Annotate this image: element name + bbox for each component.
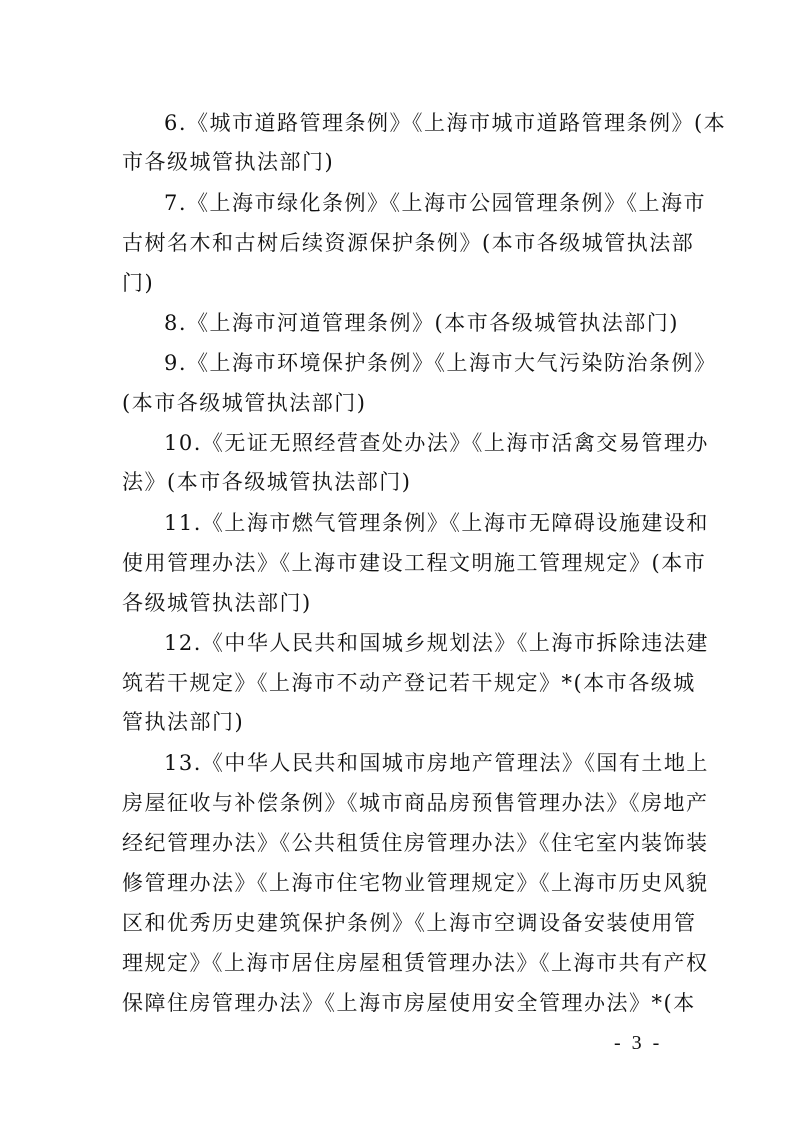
- text-line-7: 9.《上海市环境保护条例》《上海市大气污染防治条例》: [164, 351, 717, 375]
- text-line-19: 经纪管理办法》《公共租赁住房管理办法》《住宅室内装饰装: [122, 831, 709, 855]
- text-line-16: 管执法部门): [122, 710, 245, 734]
- text-line-11: 11.《上海市燃气管理条例》《上海市无障碍设施建设和: [164, 511, 709, 535]
- text-line-20: 修管理办法》《上海市住宅物业管理规定》《上海市历史风貌: [122, 871, 709, 895]
- text-line-21: 区和优秀历史建筑保护条例》《上海市空调设备安装使用管: [122, 911, 697, 935]
- text-line-1: 6.《城市道路管理条例》《上海市城市道路管理条例》(本: [164, 111, 727, 135]
- text-line-23: 保障住房管理办法》《上海市房屋使用安全管理办法》*(本: [122, 991, 696, 1015]
- text-line-9: 10.《无证无照经营查处办法》《上海市活禽交易管理办: [164, 431, 709, 455]
- text-line-5: 门): [122, 271, 155, 295]
- text-line-22: 理规定》《上海市居住房屋租赁管理办法》《上海市共有产权: [122, 951, 709, 975]
- text-line-4: 古树名木和古树后续资源保护条例》(本市各级城管执法部: [122, 231, 695, 255]
- text-line-14: 12.《中华人民共和国城乡规划法》《上海市拆除违法建: [164, 631, 709, 655]
- text-line-10: 法》(本市各级城管执法部门): [122, 470, 412, 494]
- text-line-12: 使用管理办法》《上海市建设工程文明施工管理规定》(本市: [122, 551, 707, 575]
- text-line-2: 市各级城管执法部门): [122, 150, 335, 174]
- text-line-3: 7.《上海市绿化条例》《上海市公园管理条例》《上海市: [164, 191, 707, 215]
- page-number: - 3 -: [614, 1032, 663, 1054]
- text-line-17: 13.《中华人民共和国城市房地产管理法》《国有土地上: [164, 751, 709, 775]
- text-line-18: 房屋征收与补偿条例》《城市商品房预售管理办法》《房地产: [122, 791, 709, 815]
- text-line-15: 筑若干规定》《上海市不动产登记若干规定》*(本市各级城: [122, 671, 696, 695]
- text-line-13: 各级城管执法部门): [122, 591, 312, 615]
- text-line-8: (本市各级城管执法部门): [122, 391, 367, 415]
- text-line-6: 8.《上海市河道管理条例》(本市各级城管执法部门): [164, 311, 679, 335]
